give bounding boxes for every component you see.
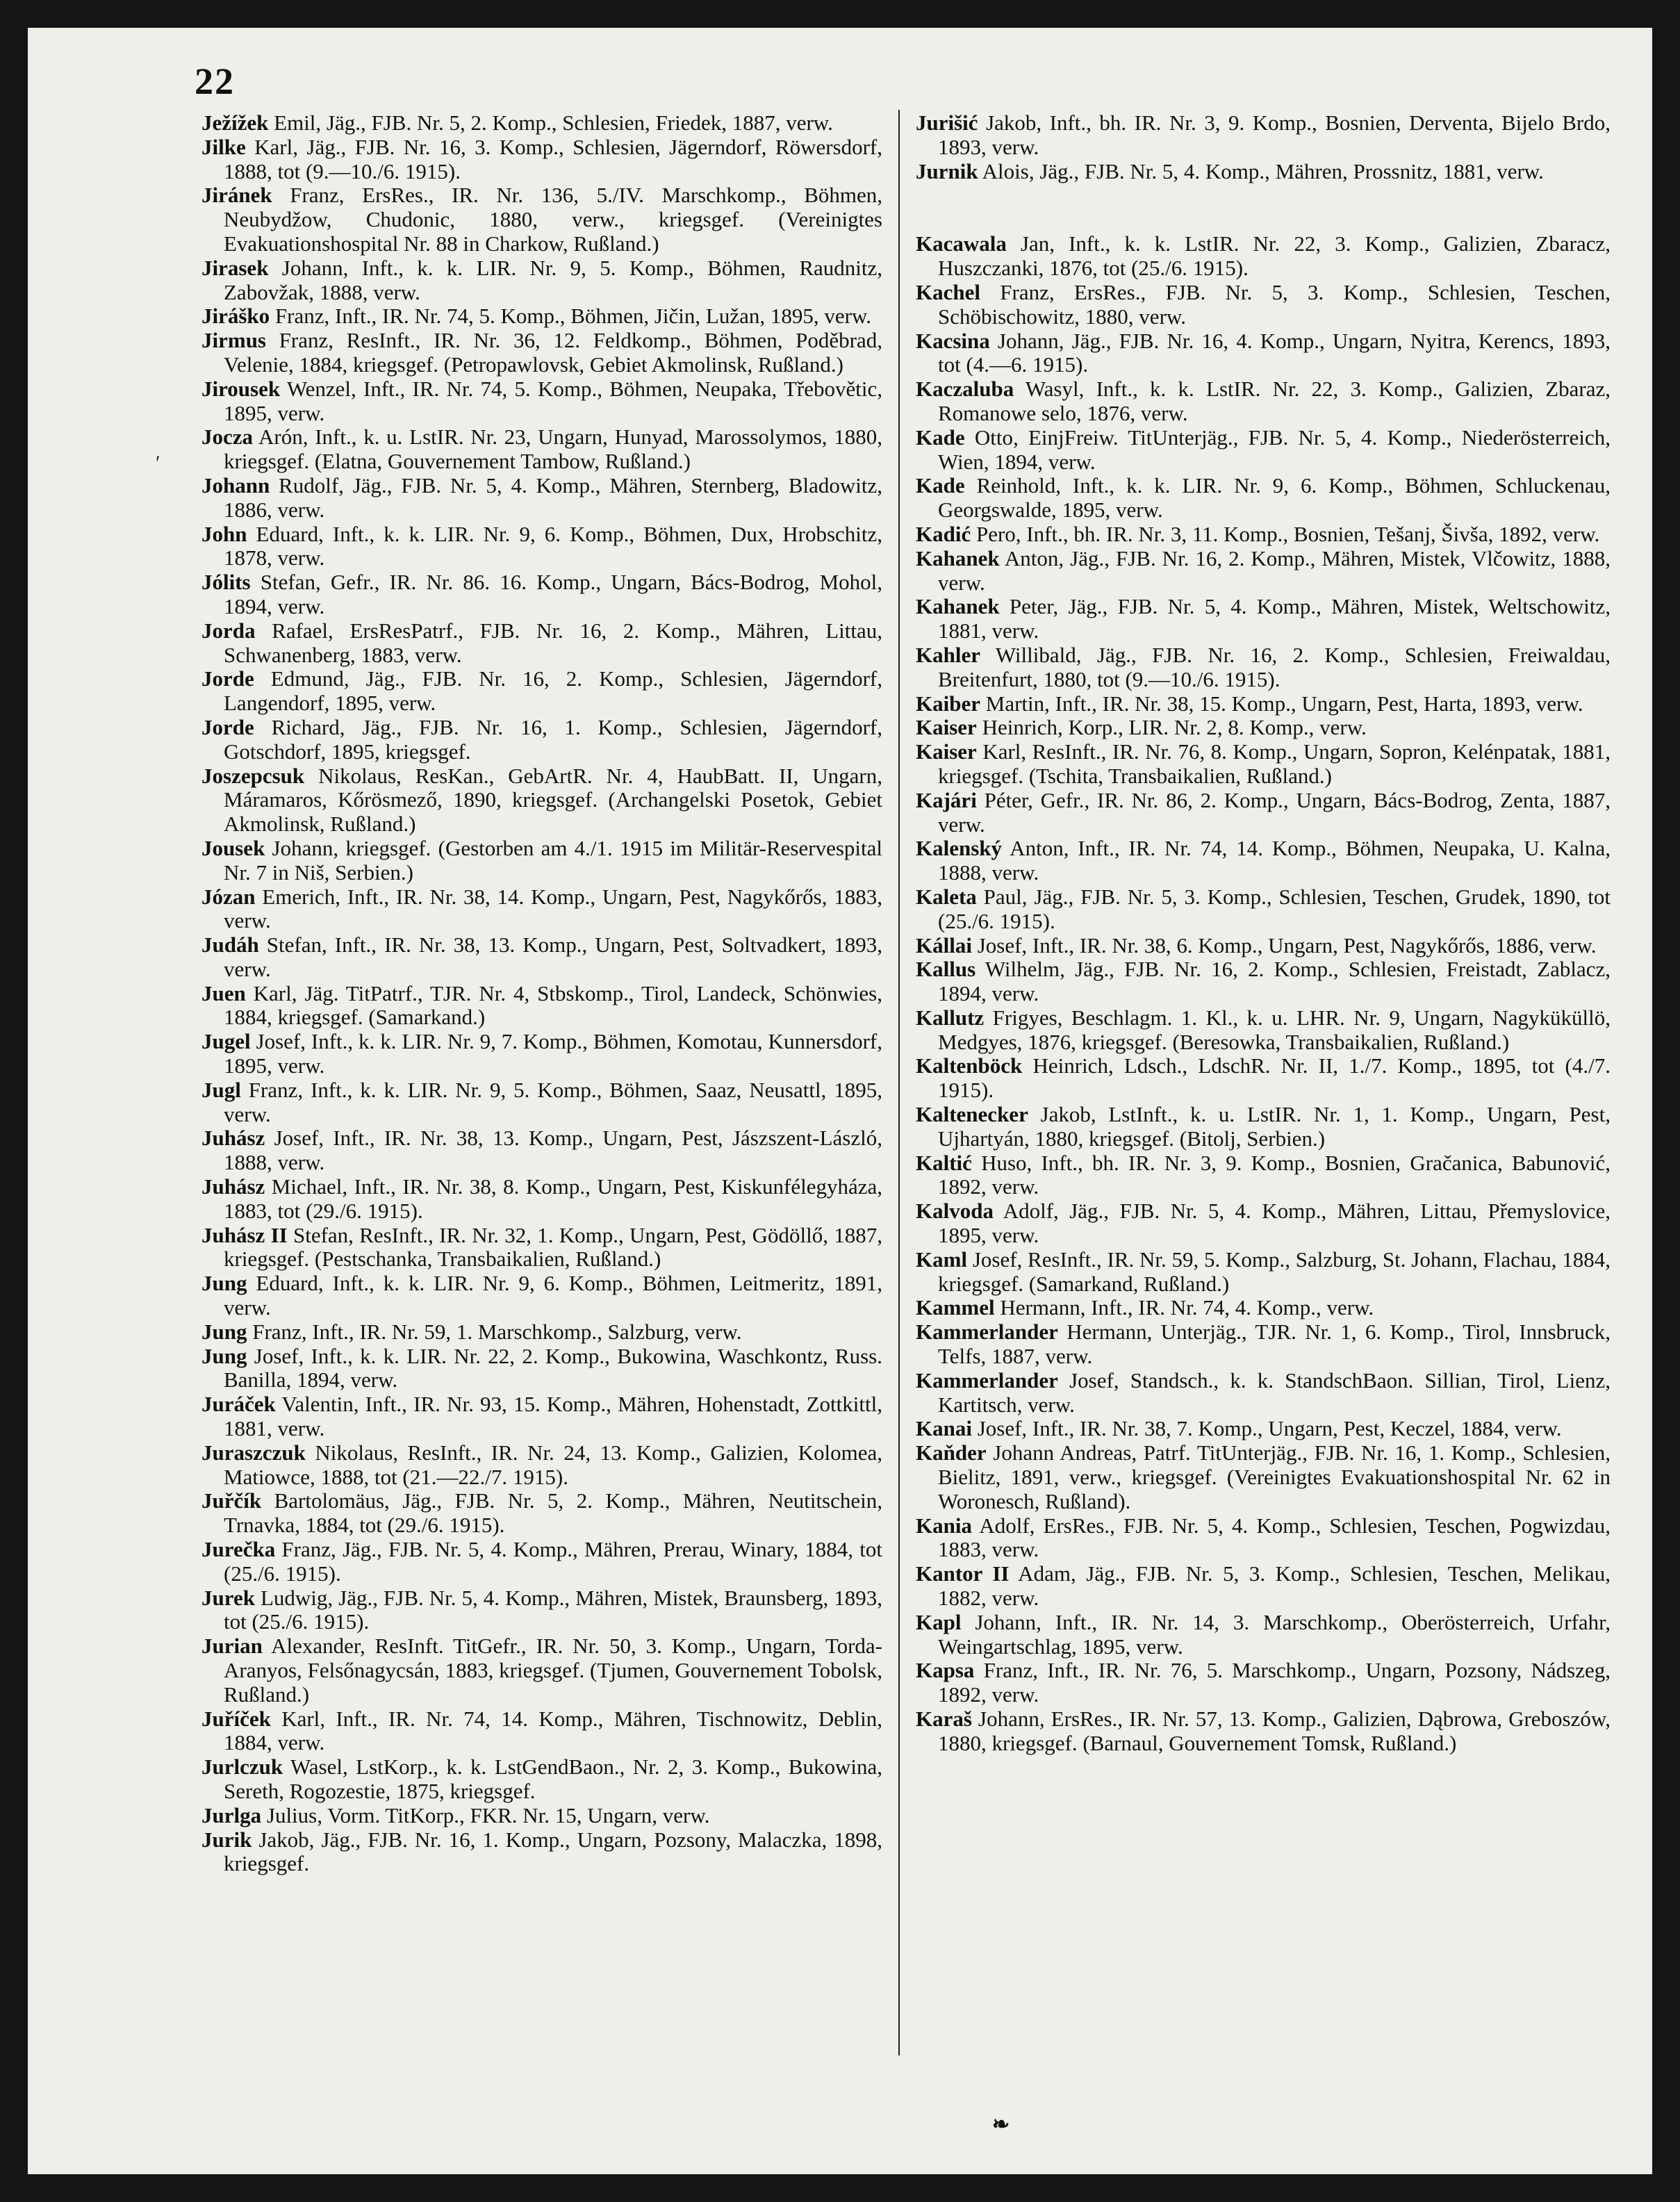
entry-surname: Kacawala (916, 231, 1007, 256)
entry-details: Wilhelm, Jäg., FJB. Nr. 16, 2. Komp., Schlesien, Freistadt, Zablacz, 1894, verw. (938, 957, 1611, 1006)
entry-details: Wenzel, Inft., IR. Nr. 74, 5. Komp., Böhmen, Neupaka, Třebovětic, 1895, verw. (224, 376, 882, 425)
entry-surname: Juraszczuk (201, 1440, 306, 1465)
entry-surname: Kaml (916, 1247, 968, 1272)
register-entry (916, 232, 1611, 281)
entry-details: Karl, Jäg., FJB. Nr. 16, 3. Komp., Schlesien, Jägerndorf, Röwersdorf, 1888, tot (9.—10./6. 1915). (224, 134, 882, 183)
entry-surname: Jurian (201, 1634, 263, 1659)
entry-details: Jakob, Jäg., FJB. Nr. 16, 1. Komp., Ungarn, Pozsony, Malaczka, 1898, kriegsgef. (224, 1827, 882, 1876)
entry-surname: Jung (201, 1319, 247, 1344)
entry-details: Edmund, Jäg., FJB. Nr. 16, 2. Komp., Schlesien, Jägerndorf, Langendorf, 1895, verw. (224, 666, 882, 716)
entry-details: Franz, Inft., IR. Nr. 76, 5. Marschkomp., Ungarn, Pozsony, Nádszeg, 1892, verw. (938, 1658, 1611, 1707)
entry-details: Anton, Jäg., FJB. Nr. 16, 2. Komp., Mähren, Mistek, Vlčowitz, 1888, verw. (938, 545, 1611, 595)
register-entry (916, 281, 1611, 329)
register-entry (916, 934, 1611, 958)
entry-details: Peter, Jäg., FJB. Nr. 5, 4. Komp., Mähren, Mistek, Weltschowitz, 1881, verw. (938, 594, 1611, 643)
register-entry (201, 474, 882, 523)
register-entry (201, 304, 882, 329)
entry-surname: Johann (201, 473, 270, 498)
entry-details: Heinrich, Ldsch., LdschR. Nr. II, 1./7. Komp., 1895, tot (4./7. 1915). (938, 1053, 1611, 1103)
register-entry (916, 1417, 1611, 1441)
register-entry (201, 1489, 882, 1538)
entry-surname: Kacsina (916, 328, 990, 353)
entry-details: Paul, Jäg., FJB. Nr. 5, 3. Komp., Schlesien, Teschen, Grudek, 1890, tot (25./6. 1915). (938, 884, 1611, 933)
register-entry (201, 570, 882, 619)
entry-surname: Jorda (201, 618, 256, 643)
register-entry (201, 1441, 882, 1490)
entry-details: Emerich, Inft., IR. Nr. 38, 14. Komp., Ungarn, Pest, Nagykőrős, 1883, verw. (224, 884, 882, 933)
entry-surname: Kaltenböck (916, 1053, 1023, 1078)
register-entry (201, 377, 882, 426)
entry-surname: Juříček (201, 1706, 271, 1731)
entry-details: Josef, Inft., k. k. LIR. Nr. 22, 2. Komp., Bukowina, Waschkontz, Russ. Banilla, 1894, verw. (224, 1343, 882, 1392)
register-entry (201, 1320, 882, 1345)
entry-surname: Kaiser (916, 715, 977, 740)
register-entry (201, 1126, 882, 1175)
entry-surname: Judáh (201, 932, 259, 958)
entry-details: Adam, Jäg., FJB. Nr. 5, 3. Komp., Schlesien, Teschen, Melikau, 1882, verw. (938, 1561, 1611, 1611)
entry-surname: Kaiber (916, 691, 980, 716)
entry-details: Johann, Jäg., FJB. Nr. 16, 4. Komp., Ungarn, Nyitra, Kerencs, 1893, tot (4.—6. 1915). (938, 328, 1611, 377)
entry-details: Franz, ErsRes., IR. Nr. 136, 5./IV. Marschkomp., Böhmen, Neubydžow, Chudonic, 1880, verw., kriegsgef. (Vereinigtes Evakuationshospital Nr. 88 in Charkow, Rußland.) (224, 183, 882, 256)
entry-surname: Ježížek (201, 110, 269, 135)
entry-surname: Jugl (201, 1077, 241, 1102)
entry-surname: Jurišić (916, 110, 978, 135)
entry-surname: Juřčík (201, 1488, 262, 1513)
register-entry (916, 716, 1611, 740)
register-entry (201, 837, 882, 885)
entry-details: Valentin, Inft., IR. Nr. 93, 15. Komp., Mähren, Hohenstadt, Zottkittl, 1881, verw. (224, 1392, 882, 1441)
register-entry (916, 1151, 1611, 1200)
register-entry (201, 933, 882, 982)
entry-details: Franz, Jäg., FJB. Nr. 5, 4. Komp., Mähren, Prerau, Winary, 1884, tot (25./6. 1915). (224, 1537, 882, 1586)
entry-surname: Karaš (916, 1707, 972, 1731)
entry-surname: Jilke (201, 134, 246, 159)
register-entry (201, 1345, 882, 1393)
section-gap (916, 183, 1611, 232)
register-entry (201, 982, 882, 1030)
register-entry (916, 789, 1611, 837)
entry-details: Franz, Inft., k. k. LIR. Nr. 9, 5. Komp., Böhmen, Saaz, Neusattl, 1895, verw. (224, 1077, 882, 1126)
entry-surname: Kadić (916, 521, 971, 546)
register-entry (201, 1828, 882, 1877)
entry-surname: Jung (201, 1271, 247, 1296)
register-entry (201, 256, 882, 305)
column-divider (898, 110, 900, 2055)
entry-surname: Jorde (201, 714, 254, 739)
register-entry (201, 1224, 882, 1272)
register-entry (916, 1514, 1611, 1563)
entry-surname: Jiránek (201, 183, 272, 208)
entry-details: Richard, Jäg., FJB. Nr. 16, 1. Komp., Schlesien, Jägerndorf, Gotschdorf, 1895, kriegsgef. (224, 714, 882, 764)
register-entry (201, 1755, 882, 1804)
register-entry (916, 1103, 1611, 1151)
entry-details: Ludwig, Jäg., FJB. Nr. 5, 4. Komp., Mähren, Mistek, Braunsberg, 1893, tot (25./6. 1915). (224, 1585, 882, 1634)
entry-details: Stefan, ResInft., IR. Nr. 32, 1. Komp., Ungarn, Pest, Gödöllő, 1887, kriegsgef. (Pestschanka, Transbaikalien, Rußland.) (224, 1222, 883, 1272)
register-entry (916, 1441, 1611, 1513)
entry-details: Eduard, Inft., k. k. LIR. Nr. 9, 6. Komp., Böhmen, Leitmeritz, 1891, verw. (224, 1271, 882, 1320)
entry-surname: Juráček (201, 1392, 276, 1417)
entry-surname: Jugel (201, 1029, 251, 1054)
entry-details: Josef, Inft., k. k. LIR. Nr. 9, 7. Komp., Böhmen, Komotau, Kunnersdorf, 1895, verw. (224, 1029, 882, 1078)
register-entry (916, 1199, 1611, 1248)
entry-surname: Kahler (916, 642, 980, 667)
entry-surname: Kajári (916, 787, 977, 812)
register-entry (916, 1369, 1611, 1418)
right-column (916, 111, 1611, 1756)
entry-surname: John (201, 521, 247, 546)
entry-details: Johann, Inft., k. k. LIR. Nr. 9, 5. Komp., Böhmen, Raudnitz, Zabovžak, 1888, verw. (224, 255, 882, 304)
register-entry (201, 1586, 882, 1635)
register-entry (201, 885, 882, 934)
entry-surname: Jirmus (201, 328, 266, 353)
register-entry (916, 111, 1611, 160)
entry-details: Frigyes, Beschlagm. 1. Kl., k. u. LHR. Nr. 9, Ungarn, Nagyküküllö, Medgyes, 1876, kriegsgef. (Beresowka, Transbaikalien, Rußland.) (938, 1005, 1611, 1054)
register-entry (201, 1175, 882, 1224)
entry-details: Johann, ErsRes., IR. Nr. 57, 13. Komp., Galizien, Dąbrowa, Greboszów, 1880, kriegsgef. (Barnaul, Gouvernement Tomsk, Rußland.) (938, 1707, 1611, 1755)
entry-details: Johann, kriegsgef. (Gestorben am 4./1. 1915 im Militär-Reservespital Nr. 7 in Niš, Serbien.) (224, 835, 882, 885)
entry-surname: Kade (916, 473, 965, 498)
entry-details: Péter, Gefr., IR. Nr. 86, 2. Komp., Ungarn, Bács-Bodrog, Zenta, 1887, verw. (938, 787, 1611, 837)
register-entry (916, 958, 1611, 1006)
register-entry (916, 643, 1611, 692)
entry-details: Anton, Inft., IR. Nr. 74, 14. Komp., Böhmen, Neupaka, U. Kalna, 1888, verw. (938, 836, 1611, 885)
entry-details: Karl, Jäg. TitPatrf., TJR. Nr. 4, Stbskomp., Tirol, Landeck, Schönwies, 1884, kriegsgef. (Samarkand.) (224, 980, 882, 1030)
entry-surname: Kaltenecker (916, 1102, 1028, 1127)
register-entry (916, 1054, 1611, 1103)
entry-surname: Kachel (916, 279, 980, 304)
entry-details: Michael, Inft., IR. Nr. 38, 8. Komp., Ungarn, Pest, Kiskunfélegyháza, 1883, tot (29./6. 1915). (224, 1174, 882, 1223)
entry-details: Reinhold, Inft., k. k. LIR. Nr. 9, 6. Komp., Böhmen, Schluckenau, Georgswalde, 1895, verw. (938, 473, 1611, 523)
register-entry (201, 1030, 882, 1078)
entry-surname: Kammerlander (916, 1367, 1058, 1392)
entry-details: Johann Andreas, Patrf. TitUnterjäg., FJB. Nr. 16, 1. Komp., Schlesien, Bielitz, 1891, verw., kriegsgef. (Vereinigtes Evakuationshospital Nr. 62 in Woronesch, Rußland). (938, 1440, 1611, 1513)
entry-details: Emil, Jäg., FJB. Nr. 5, 2. Komp., Schlesien, Friedek, 1887, verw. (268, 110, 833, 135)
entry-surname: Kaleta (916, 884, 977, 909)
entry-details: Stefan, Gefr., IR. Nr. 86. 16. Komp., Ungarn, Bács-Bodrog, Mohol, 1894, verw. (224, 570, 882, 618)
entry-details: Wasyl, Inft., k. k. LstIR. Nr. 22, 3. Komp., Galizien, Zbaraz, Romanowe selo, 1876, verw. (938, 377, 1611, 425)
entry-surname: Kammerlander (916, 1320, 1058, 1345)
register-entry (201, 111, 882, 135)
register-entry (916, 740, 1611, 789)
entry-surname: Jurik (201, 1827, 252, 1852)
entry-surname: Kapl (916, 1609, 962, 1634)
register-entry (201, 425, 882, 474)
register-entry (201, 329, 882, 377)
register-entry (201, 1272, 882, 1320)
entry-surname: Kantor II (916, 1561, 1010, 1586)
entry-details: Adolf, Jäg., FJB. Nr. 5, 4. Komp., Mähren, Littau, Přemyslovice, 1895, verw. (938, 1199, 1611, 1248)
entry-surname: Kapsa (916, 1658, 975, 1683)
register-entry (916, 377, 1611, 426)
entry-details: Jakob, LstInft., k. u. LstIR. Nr. 1, 1. Komp., Ungarn, Pest, Ujhartyán, 1880, kriegsgef. (Bitolj, Serbien.) (938, 1102, 1611, 1151)
register-entry (201, 1804, 882, 1828)
entry-details: Franz, ErsRes., FJB. Nr. 5, 3. Komp., Schlesien, Teschen, Schöbischowitz, 1880, verw. (938, 279, 1611, 329)
entry-surname: Józan (201, 884, 256, 909)
margin-speck: ′ (156, 452, 160, 475)
entry-surname: Joszepcsuk (201, 763, 305, 788)
register-entry (201, 619, 882, 668)
entry-surname: Kahanek (916, 594, 1000, 619)
register-entry (201, 1392, 882, 1441)
entry-details: Adolf, ErsRes., FJB. Nr. 5, 4. Komp., Schlesien, Teschen, Pogwizdau, 1883, verw. (938, 1513, 1611, 1562)
entry-surname: Kammel (916, 1295, 995, 1320)
register-entry (916, 1296, 1611, 1320)
entry-details: Nikolaus, ResKan., GebArtR. Nr. 4, HaubBatt. II, Ungarn, Máramaros, Kőrösmező, 1890, kriegsgef. (Archangelski Posetok, Gebiet Akmolinsk, Rußland.) (224, 763, 882, 837)
entry-surname: Juhász (201, 1174, 265, 1199)
entry-details: Josef, Inft., IR. Nr. 38, 13. Komp., Ungarn, Pest, Jászszent-László, 1888, verw. (224, 1126, 882, 1175)
register-entry (916, 426, 1611, 475)
entry-details: Karl, Inft., IR. Nr. 74, 14. Komp., Mähren, Tischnowitz, Deblin, 1884, verw. (224, 1706, 882, 1755)
entry-details: Karl, ResInft., IR. Nr. 76, 8. Komp., Ungarn, Sopron, Kelénpatak, 1881, kriegsgef. (Tschita, Transbaikalien, Rußland.) (938, 739, 1611, 788)
page-number: 22 (195, 60, 235, 102)
entry-details: Arón, Inft., k. u. LstIR. Nr. 23, Ungarn, Hunyad, Marossolymos, 1880, kriegsgef. (Elatna, Gouvernement Tambow, Rußland.) (224, 425, 882, 474)
register-entry (916, 1611, 1611, 1659)
entry-surname: Jirousek (201, 376, 281, 401)
left-column (201, 111, 882, 1876)
register-entry (916, 1562, 1611, 1611)
entry-surname: Jocza (201, 425, 254, 450)
register-entry (916, 1248, 1611, 1297)
entry-details: Bartolomäus, Jäg., FJB. Nr. 5, 2. Komp., Mähren, Neutitschein, Trnavka, 1884, tot (29./6. 1915). (224, 1488, 882, 1538)
entry-details: Jan, Inft., k. k. LstIR. Nr. 22, 3. Komp., Galizien, Zbaracz, Huszczanki, 1876, tot (25./6. 1915). (938, 231, 1611, 281)
entry-details: Franz, Inft., IR. Nr. 74, 5. Komp., Böhmen, Jičin, Lužan, 1895, verw. (270, 304, 872, 329)
register-entry (201, 1538, 882, 1586)
entry-surname: Kallutz (916, 1005, 985, 1030)
register-entry (916, 474, 1611, 523)
entry-details: Hermann, Unterjäg., TJR. Nr. 1, 6. Komp., Tirol, Innsbruck, Telfs, 1887, verw. (938, 1320, 1611, 1369)
entry-surname: Juhász (201, 1126, 265, 1151)
entry-details: Franz, Inft., IR. Nr. 59, 1. Marschkomp., Salzburg, verw. (247, 1319, 742, 1344)
entry-details: Johann, Inft., IR. Nr. 14, 3. Marschkomp., Oberösterreich, Urfahr, Weingartschlag, 1895, verw. (938, 1609, 1611, 1659)
entry-surname: Kaczaluba (916, 377, 1014, 402)
entry-surname: Jurlczuk (201, 1755, 283, 1780)
entry-surname: Jurek (201, 1585, 255, 1610)
entry-details: Josef, Inft., IR. Nr. 38, 7. Komp., Ungarn, Pest, Keczel, 1884, verw. (971, 1416, 1562, 1441)
register-entry (201, 183, 882, 256)
entry-surname: Jurečka (201, 1537, 276, 1562)
entry-details: Alexander, ResInft. TitGefr., IR. Nr. 50, 3. Komp., Ungarn, Torda-Aranyos, Felsőnagycsán, 1883, kriegsgef. (Tjumen, Gouvernement Tobolsk, Rußland.) (224, 1634, 882, 1707)
entry-surname: Jorde (201, 666, 254, 691)
entry-surname: Kahanek (916, 545, 1000, 570)
entry-details: Hermann, Inft., IR. Nr. 74, 4. Komp., verw. (994, 1295, 1374, 1320)
entry-surname: Juhász II (201, 1222, 288, 1247)
entry-details: Eduard, Inft., k. k. LIR. Nr. 9, 6. Komp., Böhmen, Dux, Hrobschitz, 1878, verw. (224, 521, 882, 570)
entry-surname: Kade (916, 425, 965, 450)
register-entry (916, 1320, 1611, 1369)
entry-details: Franz, ResInft., IR. Nr. 36, 12. Feldkomp., Böhmen, Poděbrad, Velenie, 1884, kriegsgef. (Petropawlovsk, Gebiet Akmolinsk, Rußland.) (224, 328, 882, 377)
register-entry (201, 667, 882, 716)
entry-details: Alois, Jäg., FJB. Nr. 5, 4. Komp., Mähren, Prossnitz, 1881, verw. (978, 158, 1544, 183)
register-entry (201, 523, 882, 571)
entry-surname: Juen (201, 980, 246, 1005)
entry-surname: Kalenský (916, 836, 1003, 861)
entry-surname: Kallus (916, 957, 976, 982)
entry-surname: Jólits (201, 570, 251, 595)
register-entry (201, 716, 882, 764)
register-entry (916, 160, 1611, 184)
register-entry (916, 595, 1611, 643)
register-entry (201, 764, 882, 837)
entry-surname: Jiráško (201, 304, 270, 329)
entry-surname: Jurnik (916, 158, 978, 183)
register-entry (916, 1707, 1611, 1756)
register-entry (201, 1078, 882, 1127)
entry-details: Otto, EinjFreiw. TitUnterjäg., FJB. Nr. 5, 4. Komp., Niederösterreich, Wien, 1894, verw. (938, 425, 1611, 474)
entry-details: Jakob, Inft., bh. IR. Nr. 3, 9. Komp., Bosnien, Derventa, Bijelo Brdo, 1893, verw. (938, 110, 1611, 159)
entry-details: Martin, Inft., IR. Nr. 38, 15. Komp., Ungarn, Pest, Harta, 1893, verw. (980, 691, 1583, 716)
register-entry (916, 1006, 1611, 1055)
register-entry (916, 547, 1611, 595)
entry-details: Josef, Standsch., k. k. StandschBaon. Sillian, Tirol, Lienz, Kartitsch, verw. (938, 1367, 1611, 1417)
register-entry (916, 885, 1611, 934)
ink-speck: ❧ (992, 2113, 1010, 2136)
entry-details: Rafael, ErsResPatrf., FJB. Nr. 16, 2. Komp., Mähren, Littau, Schwanenberg, 1883, verw. (224, 618, 882, 667)
entry-surname: Kalvoda (916, 1199, 994, 1224)
entry-surname: Kanai (916, 1416, 972, 1441)
entry-surname: Jirasek (201, 255, 269, 280)
entry-surname: Kaňder (916, 1440, 987, 1465)
entry-surname: Kaiser (916, 739, 977, 764)
entry-surname: Kaltić (916, 1150, 972, 1175)
entry-details: Rudolf, Jäg., FJB. Nr. 5, 4. Komp., Mähren, Sternberg, Bladowitz, 1886, verw. (224, 473, 882, 522)
entry-details: Pero, Inft., bh. IR. Nr. 3, 11. Komp., Bosnien, Tešanj, Šivša, 1892, verw. (971, 521, 1600, 546)
entry-details: Huso, Inft., bh. IR. Nr. 3, 9. Komp., Bosnien, Gračanica, Babunović, 1892, verw. (938, 1150, 1611, 1199)
entry-surname: Kania (916, 1513, 972, 1538)
register-entry (916, 329, 1611, 378)
register-entry (916, 523, 1611, 547)
entry-surname: Jousek (201, 835, 265, 860)
entry-surname: Jurlga (201, 1802, 262, 1827)
entry-details: Stefan, Inft., IR. Nr. 38, 13. Komp., Ungarn, Pest, Soltvadkert, 1893, verw. (224, 932, 882, 981)
entry-details: Heinrich, Korp., LIR. Nr. 2, 8. Komp., verw. (976, 715, 1367, 740)
entry-details: Josef, Inft., IR. Nr. 38, 6. Komp., Ungarn, Pest, Nagykőrős, 1886, verw. (971, 932, 1597, 958)
register-entry (201, 1634, 882, 1707)
entry-details: Wasel, LstKorp., k. k. LstGendBaon., Nr. 2, 3. Komp., Bukowina, Sereth, Rogozestie, 1875, kriegsgef. (224, 1755, 882, 1803)
entry-surname: Jung (201, 1343, 247, 1368)
entry-details: Nikolaus, ResInft., IR. Nr. 24, 13. Komp., Galizien, Kolomea, Matiowce, 1888, tot (21.—22./7. 1915). (224, 1440, 882, 1489)
register-entry (916, 837, 1611, 885)
register-entry (201, 1707, 882, 1756)
register-entry (201, 135, 882, 184)
entry-details: Julius, Vorm. TitKorp., FKR. Nr. 15, Ungarn, verw. (261, 1802, 710, 1827)
register-entry (916, 692, 1611, 716)
entry-surname: Kállai (916, 932, 972, 958)
register-entry (916, 1659, 1611, 1707)
entry-details: Willibald, Jäg., FJB. Nr. 16, 2. Komp., Schlesien, Freiwaldau, Breitenfurt, 1880, tot (9.—10./6. 1915). (938, 642, 1611, 691)
entry-details: Josef, ResInft., IR. Nr. 59, 5. Komp., Salzburg, St. Johann, Flachau, 1884, kriegsgef. (Samarkand, Rußland.) (938, 1247, 1611, 1296)
